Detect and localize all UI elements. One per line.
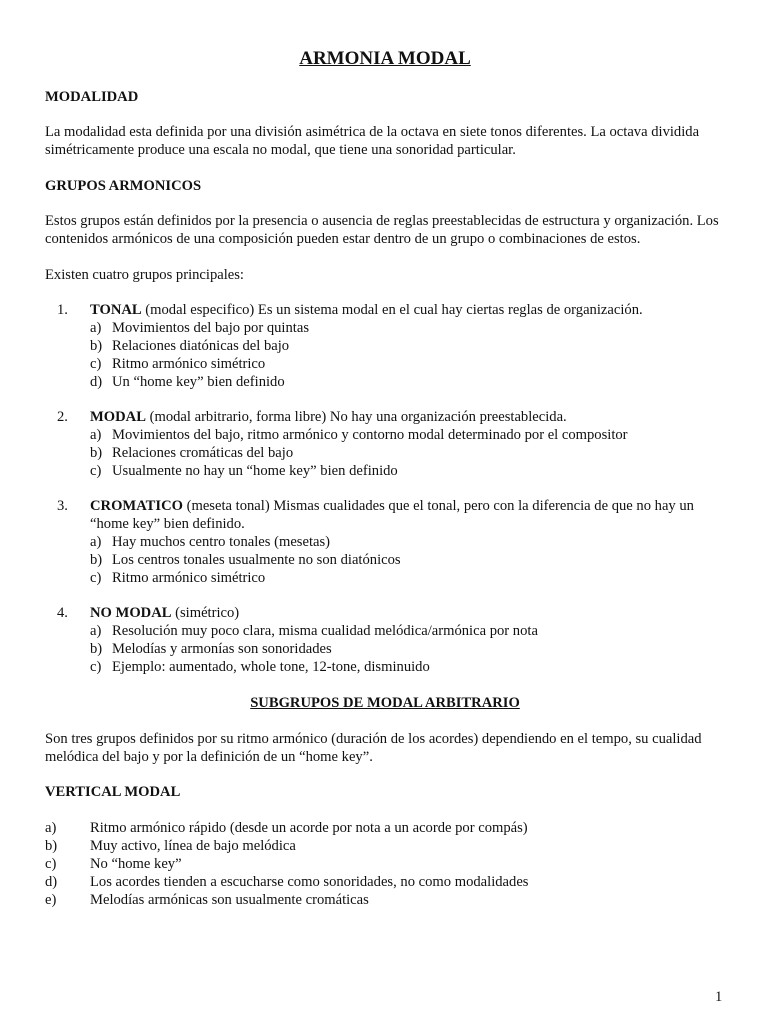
sub-item-text: No “home key” [90,856,182,872]
sub-item-text: Usualmente no hay un “home key” bien definido [112,463,398,479]
sub-item-text: Movimientos del bajo por quintas [112,320,309,336]
sub-item-letter: b) [90,552,103,568]
list-item-text [90,409,730,427]
sub-item-letter: b) [90,445,103,461]
sub-item-letter: c) [90,570,102,586]
list-number: 2. [57,409,68,425]
sub-item-text: Un “home key” bien definido [112,374,285,390]
sub-item-letter: a) [90,534,102,550]
section-heading-vertical: VERTICAL MODAL [45,784,181,800]
sub-item-text: Ritmo armónico simétrico [112,570,266,586]
sub-item-letter: c) [90,659,102,675]
page-number: 1 [715,989,723,1005]
document-title: ARMONIA MODAL [299,48,471,69]
item-description: (meseta tonal) Mismas cualidades que el tonal, pero con la diferencia de que no hay un “home key” bien definido. [90,498,694,532]
section-heading-grupos: GRUPOS ARMONICOS [45,178,202,194]
sub-item-text: Melodías armónicas son usualmente cromáticas [90,892,369,908]
paragraph-subgrupos: Son tres grupos definidos por su ritmo armónico (duración de los acordes) dependiendo en el tempo, su cualidad melódica del bajo y por la definición de un “home key”. [45,731,702,765]
sub-item-letter: a) [90,427,102,443]
sub-item-letter: d) [45,874,58,890]
item-term: MODAL [90,409,146,425]
sub-item-letter: a) [90,320,102,336]
paragraph-grupos: Estos grupos están definidos por la presencia o ausencia de reglas preestablecidas de estructura y organización. Los contenidos armónicos de una composición pueden estar dentro de un grupo o combinaciones de estos. [45,213,719,247]
sub-item-letter: c) [90,463,102,479]
list-number: 1. [57,302,68,318]
item-description: (modal especifico) Es un sistema modal en el cual hay ciertas reglas de organización. [141,302,643,318]
sub-item-letter: a) [45,820,57,836]
sub-item-letter: a) [90,623,102,639]
sub-item-letter: b) [90,641,103,657]
sub-item-text: Relaciones diatónicas del bajo [112,338,290,354]
sub-item-text: Los acordes tienden a escucharse como sonoridades, no como modalidades [90,874,529,890]
list-number: 4. [57,605,68,621]
section-heading-modalidad: MODALIDAD [45,89,139,105]
sub-item-text: Relaciones cromáticas del bajo [112,445,294,461]
list-number: 3. [57,498,68,514]
sub-item-text: Hay muchos centro tonales (mesetas) [112,534,331,550]
sub-item-text: Ritmo armónico rápido (desde un acorde por nota a un acorde por compás) [90,820,528,836]
item-term: NO MODAL [90,605,172,621]
sub-item-text: Los centros tonales usualmente no son diatónicos [112,552,401,568]
sub-item-letter: c) [90,356,102,372]
paragraph-modalidad: La modalidad esta definida por una división asimétrica de la octava en siete tonos diferentes. La octava dividida simétricamente produce una escala no modal, que tiene una sonoridad particular. [45,124,700,158]
sub-item-letter: d) [90,374,103,390]
item-term: TONAL [90,302,142,318]
sub-item-text: Ejemplo: aumentado, whole tone, 12-tone, disminuido [112,659,430,675]
sub-item-letter: c) [45,856,57,872]
item-description: (simétrico) [171,605,240,621]
item-description: (modal arbitrario, forma libre) No hay una organización preestablecida. [145,409,567,425]
sub-item-text: Movimientos del bajo, ritmo armónico y contorno modal determinado por el compositor [112,427,628,443]
sub-item-letter: b) [90,338,103,354]
sub-item-letter: e) [45,892,57,908]
sub-item-letter: b) [45,838,58,854]
list-item-text [90,498,730,533]
section-heading-subgrupos: SUBGRUPOS DE MODAL ARBITRARIO [250,695,520,711]
sub-item-text: Melodías y armonías son sonoridades [112,641,332,657]
item-term: CROMATICO [90,498,183,514]
sub-item-text: Ritmo armónico simétrico [112,356,266,372]
list-item-text [90,302,730,320]
list-item-text [90,605,730,623]
paragraph-grupos-intro: Existen cuatro grupos principales: [45,267,244,283]
sub-item-text: Muy activo, línea de bajo melódica [90,838,296,854]
sub-item-text: Resolución muy poco clara, misma cualidad melódica/armónica por nota [112,623,538,639]
